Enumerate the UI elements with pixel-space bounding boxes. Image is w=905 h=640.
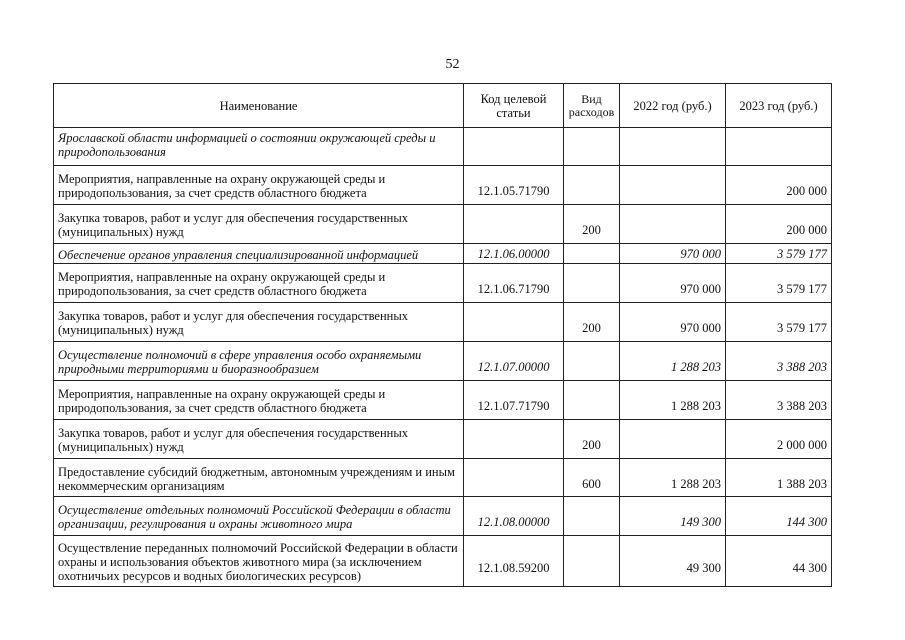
cell-code bbox=[464, 244, 564, 264]
cell-name-text: Закупка товаров, работ и услуг для обеспечения государственных (муниципальных) нужд bbox=[58, 309, 409, 337]
table-row bbox=[54, 264, 832, 303]
cell-2022 bbox=[620, 420, 726, 459]
cell-name bbox=[54, 244, 464, 264]
cell-2023 bbox=[726, 381, 832, 420]
cell-code-text: 12.1.05.71790 bbox=[477, 184, 550, 198]
cell-name bbox=[54, 459, 464, 497]
cell-name-text: Осуществление полномочий в сфере управления особо охраняемыми природными территориями и биоразнообразием bbox=[58, 348, 422, 376]
table-header bbox=[54, 84, 832, 128]
table-row bbox=[54, 244, 832, 264]
cell-2023-text: 3 388 203 bbox=[777, 399, 827, 413]
header-2022: 2022 год (руб.) bbox=[620, 84, 726, 128]
cell-vid bbox=[564, 342, 620, 381]
page-number: 52 bbox=[445, 57, 460, 72]
cell-name-text: Осуществление переданных полномочий Российской Федерации в области охраны и использования объектов животного мира (за исключением охотничьих ресурсов и водных биологических ресурсов) bbox=[58, 541, 458, 583]
cell-name-text: Мероприятия, направленные на охрану окружающей среды и природопользования, за счет средств областного бюджета bbox=[58, 172, 386, 200]
cell-vid bbox=[564, 420, 620, 459]
cell-2023-text: 200 000 bbox=[786, 223, 827, 237]
table-row bbox=[54, 166, 832, 205]
cell-name-text: Мероприятия, направленные на охрану окружающей среды и природопользования, за счет средств областного бюджета bbox=[58, 387, 386, 415]
cell-2022 bbox=[620, 303, 726, 342]
cell-2023 bbox=[726, 264, 832, 303]
cell-2023-text: 44 300 bbox=[792, 561, 827, 575]
cell-code-text bbox=[468, 316, 559, 328]
budget-table bbox=[53, 83, 832, 587]
cell-2022-text: 1 288 203 bbox=[671, 476, 721, 491]
cell-vid bbox=[564, 459, 620, 497]
cell-name-text: Мероприятия, направленные на охрану окружающей среды и природопользования, за счет средств областного бюджета bbox=[58, 270, 386, 298]
cell-code bbox=[464, 303, 564, 342]
table-row bbox=[54, 459, 832, 497]
cell-name-text: Ярославской области информацией о состоянии окружающей среды и природопользования bbox=[58, 131, 436, 159]
cell-2023-text: 144 300 bbox=[786, 515, 827, 529]
cell-2022 bbox=[620, 459, 726, 497]
cell-2022-text: 970 000 bbox=[680, 321, 721, 335]
cell-2022-text: 49 300 bbox=[686, 561, 721, 575]
cell-code bbox=[464, 459, 564, 497]
cell-vid-text bbox=[568, 277, 615, 289]
cell-vid bbox=[564, 536, 620, 587]
cell-code-text: 12.1.06.71790 bbox=[477, 282, 550, 296]
cell-name bbox=[54, 166, 464, 205]
cell-2023 bbox=[726, 128, 832, 166]
cell-2022 bbox=[620, 205, 726, 244]
header-vid: Вид расходов bbox=[564, 84, 620, 128]
cell-2022-text bbox=[624, 179, 721, 191]
cell-2023-text bbox=[730, 128, 827, 140]
cell-code bbox=[464, 536, 564, 587]
cell-name bbox=[54, 128, 464, 166]
cell-name-text: Закупка товаров, работ и услуг для обеспечения государственных (муниципальных) нужд bbox=[58, 211, 409, 239]
cell-vid bbox=[564, 497, 620, 536]
cell-code bbox=[464, 342, 564, 381]
table-row bbox=[54, 342, 832, 381]
cell-2023 bbox=[726, 303, 832, 342]
cell-vid bbox=[564, 128, 620, 166]
cell-name-text: Предоставление субсидий бюджетным, автономным учреждениям и иным некоммерческим организациям bbox=[58, 464, 455, 493]
cell-vid-text bbox=[568, 554, 615, 568]
table-row bbox=[54, 497, 832, 536]
cell-2022 bbox=[620, 497, 726, 536]
cell-code-text bbox=[468, 433, 559, 445]
cell-vid-text bbox=[568, 355, 615, 367]
cell-vid bbox=[564, 381, 620, 420]
cell-name bbox=[54, 342, 464, 381]
cell-code-text: 12.1.07.71790 bbox=[477, 399, 550, 413]
cell-2023-text: 200 000 bbox=[786, 184, 827, 198]
cell-vid bbox=[564, 244, 620, 264]
cell-vid bbox=[564, 205, 620, 244]
cell-2022-text bbox=[624, 433, 721, 445]
cell-2022-text: 1 288 203 bbox=[671, 360, 721, 374]
table-row bbox=[54, 536, 832, 587]
cell-name-text: Осуществление отдельных полномочий Российской Федерации в области организации, регулирования и охраны животного мира bbox=[58, 503, 451, 531]
cell-2023 bbox=[726, 420, 832, 459]
cell-name-text: Закупка товаров, работ и услуг для обеспечения государственных (муниципальных) нужд bbox=[58, 426, 409, 454]
cell-vid-text: 200 bbox=[582, 321, 601, 335]
cell-name-text: Обеспечение органов управления специализированной информацией bbox=[58, 247, 419, 262]
cell-2022-text: 149 300 bbox=[680, 515, 721, 529]
cell-vid-text: 200 bbox=[582, 438, 601, 452]
cell-2023-text: 3 579 177 bbox=[777, 321, 827, 335]
table-row bbox=[54, 205, 832, 244]
cell-2023 bbox=[726, 166, 832, 205]
cell-2023-text: 3 388 203 bbox=[777, 360, 827, 374]
cell-vid-text bbox=[568, 394, 615, 406]
cell-code-text: 12.1.08.59200 bbox=[477, 561, 550, 575]
cell-2023-text: 3 579 177 bbox=[777, 282, 827, 296]
cell-name bbox=[54, 205, 464, 244]
table-body bbox=[54, 128, 832, 587]
cell-name bbox=[54, 420, 464, 459]
cell-code bbox=[464, 128, 564, 166]
header-code: Код целевой статьи bbox=[464, 84, 564, 128]
cell-vid-text: 200 bbox=[582, 223, 601, 237]
header-row bbox=[54, 84, 832, 128]
cell-2023 bbox=[726, 342, 832, 381]
cell-2023 bbox=[726, 244, 832, 264]
cell-2022 bbox=[620, 264, 726, 303]
cell-2022-text: 970 000 bbox=[680, 246, 721, 261]
cell-2022 bbox=[620, 244, 726, 264]
cell-name bbox=[54, 497, 464, 536]
cell-name bbox=[54, 303, 464, 342]
cell-vid bbox=[564, 264, 620, 303]
cell-2022 bbox=[620, 342, 726, 381]
cell-2023-text: 2 000 000 bbox=[777, 438, 827, 452]
cell-code-text: 12.1.06.00000 bbox=[477, 246, 550, 261]
cell-2022-text: 1 288 203 bbox=[671, 399, 721, 413]
cell-2023 bbox=[726, 497, 832, 536]
header-2023: 2023 год (руб.) bbox=[726, 84, 832, 128]
table-row bbox=[54, 303, 832, 342]
cell-2022-text bbox=[624, 218, 721, 230]
cell-2022 bbox=[620, 536, 726, 587]
cell-code bbox=[464, 166, 564, 205]
cell-2022-text bbox=[624, 128, 721, 140]
table-row bbox=[54, 381, 832, 420]
cell-2022 bbox=[620, 381, 726, 420]
cell-code bbox=[464, 381, 564, 420]
cell-2022-text: 970 000 bbox=[680, 282, 721, 296]
cell-vid-text: 600 bbox=[582, 476, 601, 491]
cell-2023 bbox=[726, 205, 832, 244]
table-row bbox=[54, 420, 832, 459]
cell-vid bbox=[564, 303, 620, 342]
cell-vid-text bbox=[568, 179, 615, 191]
cell-2023-text: 1 388 203 bbox=[777, 476, 827, 491]
cell-code bbox=[464, 497, 564, 536]
cell-code bbox=[464, 264, 564, 303]
cell-vid-text bbox=[568, 128, 615, 140]
cell-code-text: 12.1.08.00000 bbox=[477, 515, 550, 529]
cell-name bbox=[54, 264, 464, 303]
cell-code-text bbox=[468, 472, 559, 484]
cell-name bbox=[54, 381, 464, 420]
cell-code bbox=[464, 205, 564, 244]
cell-2023-text: 3 579 177 bbox=[777, 246, 827, 261]
cell-vid-text bbox=[568, 510, 615, 522]
cell-2022 bbox=[620, 166, 726, 205]
cell-code-text bbox=[468, 128, 559, 140]
cell-2022 bbox=[620, 128, 726, 166]
cell-vid bbox=[564, 166, 620, 205]
cell-2023 bbox=[726, 536, 832, 587]
cell-code-text bbox=[468, 218, 559, 230]
cell-code-text: 12.1.07.00000 bbox=[477, 360, 550, 374]
header-name: Наименование bbox=[54, 84, 464, 128]
cell-name bbox=[54, 536, 464, 587]
table-row bbox=[54, 128, 832, 166]
cell-code bbox=[464, 420, 564, 459]
cell-2023 bbox=[726, 459, 832, 497]
